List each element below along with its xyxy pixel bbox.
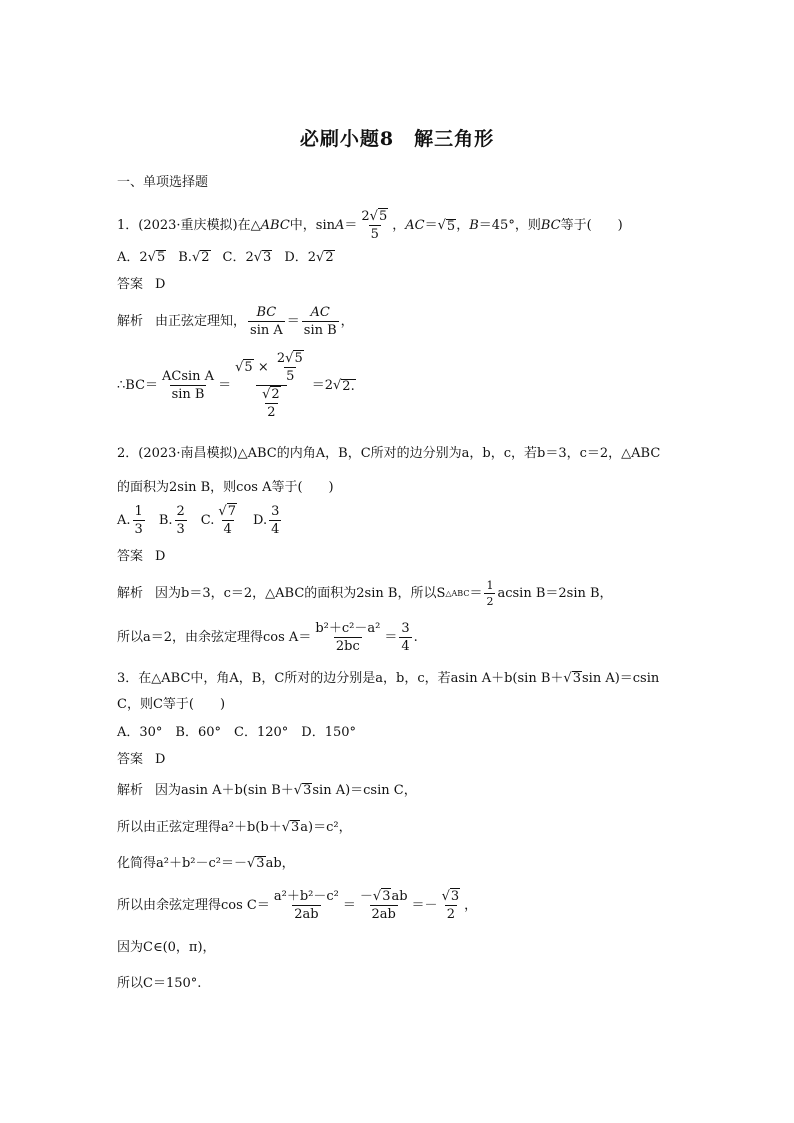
question-3-solution-line-5: 因为C∈(0，π)， — [117, 940, 216, 955]
question-2-stem-line-1: 2．(2023·南昌模拟)△ABC的内角A，B，C所对的边分别为a，b，c，若b＝3，c＝2，△ABC — [117, 446, 661, 461]
question-1-answer: 答案 D — [117, 277, 166, 292]
page-title: 必刷小题8 解三角形 — [299, 128, 495, 150]
question-3-solution-line-1: 解析 因为asin A＋b(sin B＋ √ 3 sin A)＝csin C， — [117, 782, 417, 798]
question-3-stem-line-2: C，则C等于( ) — [117, 697, 226, 712]
question-1-stem: 1．(2023·重庆模拟)在△ ABC 中，sin A ＝ $\frac{2√5}{5}$ ， AC ＝ √ 5 ， B ＝45°，则 BC 等于( ) — [117, 209, 623, 242]
question-2-solution-line-1: 解析 因为b＝3，c＝2，△ABC的面积为2sin B，所以S △ABC ＝ $\frac{1}{2}$ acsin B＝2sin B， — [117, 579, 613, 608]
question-1-solution-line-1: 解析 由正弦定理知， $\frac{BC}{\text{sin A}}$ ＝ $\frac{AC}{\text{sin B}}$ ， — [117, 305, 354, 338]
fraction: $\frac{2√5}{5}$ — [361, 209, 388, 242]
compound-fraction: √5 × $\frac{2√5}{5}$ $\frac{√2}{2}$ — [235, 351, 303, 420]
question-3-solution-line-4: 所以由余弦定理得cos C＝ $\frac{\text{a²＋b²－c²}}{2ab}$ ＝ $\frac{-√3ab}{2ab}$ ＝－ $\frac{√3}{2}$ ， — [117, 889, 478, 922]
question-3-stem-line-1: 3．在△ABC中，角A，B，C所对的边分别是a，b，c，若asin A＋b(sin B＋ √ 3 sin A)＝csin — [117, 670, 660, 686]
question-1-solution-line-2: ∴BC＝ $\frac{\text{ACsin A}}{\text{sin B}}$ ＝ √5 × $\frac{2√5}{5}$ $\frac{√2}{2}$ ＝2 √ 2. — [117, 351, 355, 420]
question-2-stem-line-2: 的面积为2sin B，则cos A等于( ) — [117, 480, 334, 495]
question-3-options: A．30° B．60° C．120° D．150° — [117, 725, 357, 740]
question-1-options: A．2 √ 5 B. √ 2 C．2 √ 3 D．2 √ 2 — [117, 249, 334, 265]
question-2-options: A. $\frac{1}{3}$ B. $\frac{2}{3}$ C. $\frac{√7}{4}$ D. $\frac{3}{4}$ — [117, 504, 280, 537]
question-2-solution-line-2: 所以a＝2，由余弦定理得cos A＝ $\frac{\text{b²＋c²－a²}}{2bc}$ ＝ $\frac{3}{4}$ . — [117, 621, 418, 654]
question-3-solution-line-6: 所以C＝150°. — [117, 976, 202, 991]
question-2-answer: 答案 D — [117, 549, 166, 564]
question-3-solution-line-3: 化简得a²＋b²－c²＝－ √ 3 ab， — [117, 855, 295, 871]
question-3-answer: 答案 D — [117, 752, 166, 767]
section-heading: 一、单项选择题 — [117, 175, 209, 190]
question-3-solution-line-2: 所以由正弦定理得a²＋b(b＋ √ 3 a)＝c²， — [117, 819, 352, 835]
